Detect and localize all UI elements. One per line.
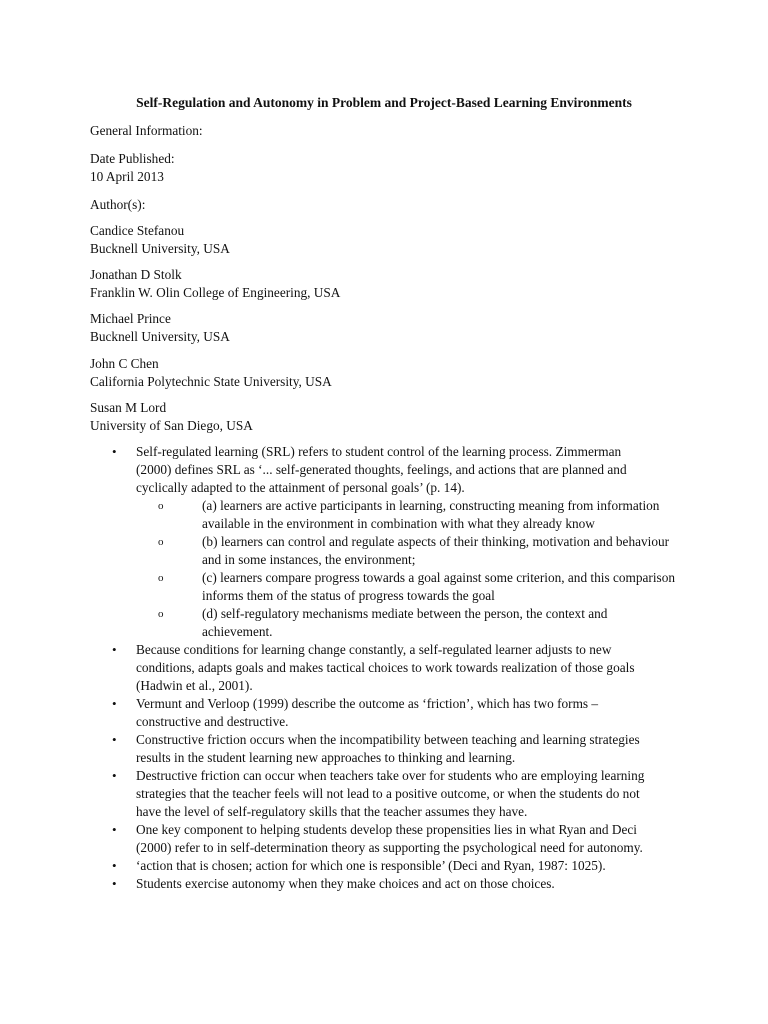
bullet-item: • One key component to helping students develop these propensities lies in what Ryan and Deci (2000) refer to in self-determination theory as supporting the psychological need for autonomy. bbox=[112, 822, 643, 855]
bullet-item: • Because conditions for learning change constantly, a self-regulated learner adjusts to new conditions, adapts goals and makes tactical choices to work towards realization of those goals (Hadwin et al., 2001). bbox=[112, 642, 635, 693]
circle-bullet-icon: o bbox=[158, 536, 164, 548]
sub-bullet-item: o (a) learners are active participants in learning, constructing meaning from information available in the environment in combination with what they already know bbox=[158, 498, 660, 531]
sub-bullet-item: o (b) learners can control and regulate aspects of their thinking, motivation and behaviour and in some instances, the environment; bbox=[158, 534, 670, 567]
author-affiliation: Bucknell University, USA bbox=[90, 329, 230, 344]
bullet-icon: • bbox=[112, 642, 117, 657]
bullet-icon: • bbox=[112, 876, 117, 891]
date-published-block bbox=[90, 150, 175, 186]
sub-bullet-item: o (c) learners compare progress towards a goal against some criterion, and this comparison informs them of the status of progress towards the goal bbox=[158, 570, 675, 603]
bullet-item: • Vermunt and Verloop (1999) describe the outcome as ‘friction’, which has two forms – constructive and destructive. bbox=[112, 696, 599, 729]
bullet-item: • Constructive friction occurs when the incompatibility between teaching and learning strategies results in the student learning new approaches to thinking and learning. bbox=[112, 732, 640, 765]
author-affiliation: University of San Diego, USA bbox=[90, 418, 253, 433]
bullet-list bbox=[112, 443, 675, 893]
author-entry bbox=[90, 310, 230, 346]
bullet-item: • Students exercise autonomy when they make choices and act on those choices. bbox=[112, 876, 555, 891]
date-value: 10 April 2013 bbox=[90, 169, 164, 184]
bullet-item: • Destructive friction can occur when teachers take over for students who are employing learning strategies that the teacher feels will not lead to a positive outcome, or when the students do not have the level of self-regulatory skills that the teacher assumes they have. bbox=[112, 768, 645, 819]
bullet-icon: • bbox=[112, 822, 117, 837]
bullet-icon: • bbox=[112, 444, 117, 459]
bullet-item: • ‘action that is chosen; action for which one is responsible’ (Deci and Ryan, 1987: 1025). bbox=[112, 858, 606, 873]
general-info-label: General Information: bbox=[90, 123, 203, 138]
author-name: Susan M Lord bbox=[90, 400, 167, 415]
author-entry bbox=[90, 266, 340, 302]
author-name: Michael Prince bbox=[90, 311, 171, 326]
author-entry bbox=[90, 399, 253, 435]
author-entry bbox=[90, 222, 230, 258]
authors-label: Author(s): bbox=[90, 197, 146, 212]
circle-bullet-icon: o bbox=[158, 572, 164, 584]
bullet-icon: • bbox=[112, 858, 117, 873]
author-name: John C Chen bbox=[90, 356, 159, 371]
author-name: Jonathan D Stolk bbox=[90, 267, 182, 282]
author-affiliation: California Polytechnic State University, USA bbox=[90, 374, 332, 389]
circle-bullet-icon: o bbox=[158, 500, 164, 512]
author-entry bbox=[90, 355, 332, 391]
author-affiliation: Bucknell University, USA bbox=[90, 241, 230, 256]
sub-bullet-item: o (d) self-regulatory mechanisms mediate between the person, the context and achievement. bbox=[158, 606, 608, 639]
author-affiliation: Franklin W. Olin College of Engineering, USA bbox=[90, 285, 341, 300]
bullet-icon: • bbox=[112, 768, 117, 783]
bullet-icon: • bbox=[112, 732, 117, 747]
author-name: Candice Stefanou bbox=[90, 223, 185, 238]
bullet-icon: • bbox=[112, 696, 117, 711]
circle-bullet-icon: o bbox=[158, 608, 164, 620]
date-label: Date Published: bbox=[90, 151, 175, 166]
document-title: Self-Regulation and Autonomy in Problem and Project-Based Learning Environments bbox=[136, 95, 632, 110]
bullet-item: • Self-regulated learning (SRL) refers to student control of the learning process. Zimmerman (2000) defines SRL as ‘... self-generated thoughts, feelings, and actions that are planned and cyclically adapted to the attainment of personal goals’ (p. 14). o (a) learners are active participants in learning, constructing meaning from information available in the environment in combination with what they already know o (b) learners can control and regulate aspects of their thinking, motivation and behaviour and in some instances, the environment; o (c) learners compare progress towards a goal against some criterion, and this comparison informs them of the status of progress towards the goal o (d) self-regulatory mechanisms mediate between the person, the context and achievement. bbox=[112, 444, 675, 639]
sub-bullet-list bbox=[136, 497, 675, 641]
